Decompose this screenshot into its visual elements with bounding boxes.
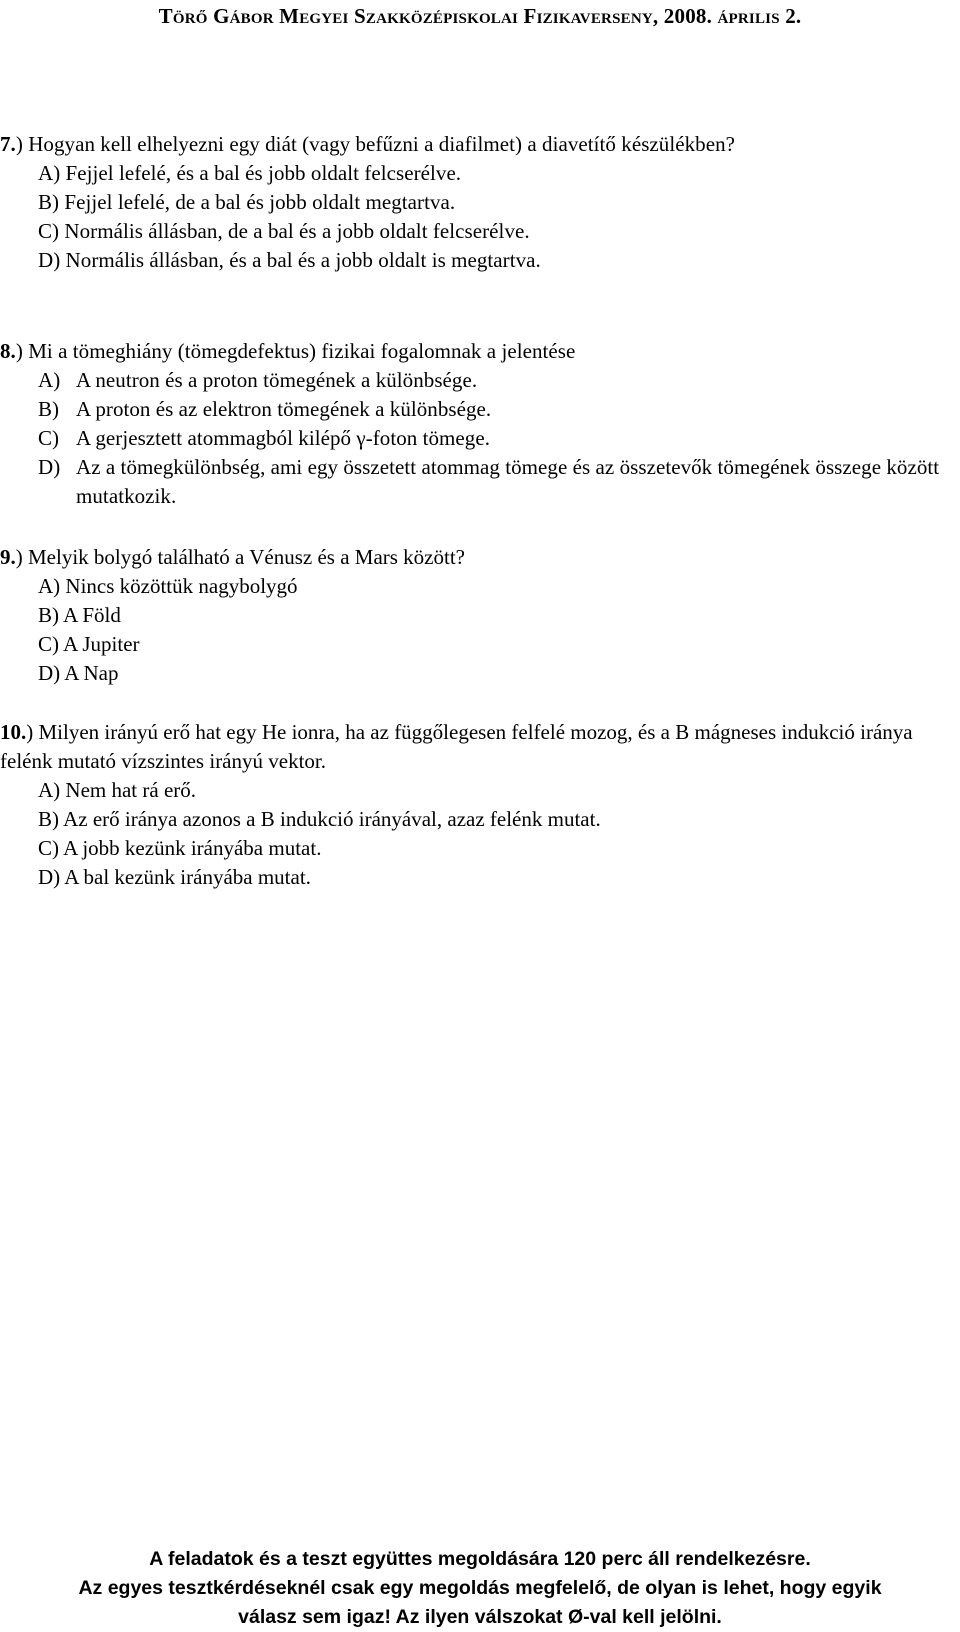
question-10-option-c: C) A jobb kezünk irányába mutat. [38,836,322,860]
question-10-number: 10. [0,720,27,744]
option-letter: A) [38,368,61,392]
question-8-number: 8. [0,339,16,363]
option-text: A gerjesztett atommagból kilépő γ-foton tömege. [76,426,491,450]
question-10-option-a: A) Nem hat rá erő. [38,778,197,802]
page-header: Törő Gábor Megyei Szakközépiskolai Fizikaverseny, 2008. április 2. [158,4,802,28]
question-9-option-a: A) Nincs közöttük nagybolygó [38,574,298,598]
question-10-option-d: D) A bal kezünk irányába mutat. [38,865,311,889]
question-7 [0,130,960,275]
question-8-text: ) Mi a tömeghiány (tömegdefektus) fizikai fogalomnak a jelentése [15,339,576,363]
option-text: A proton és az elektron tömegének a különbsége. [76,397,492,421]
question-7-option-c: C) Normális állásban, de a bal és a jobb oldalt felcserélve. [38,219,530,243]
question-8-stem [0,337,960,366]
footer-line-2: Az egyes tesztkérdéseknél csak egy megoldás megfelelő, de olyan is lehet, hogy egyik [78,1577,882,1599]
question-9-stem [0,543,960,572]
question-9-option-b: B) A Föld [38,603,121,627]
question-7-stem [0,130,960,159]
question-9-option-d: D) A Nap [38,661,119,685]
option-letter: B) [38,397,60,421]
option-letter: C) [38,426,60,450]
question-7-option-b: B) Fejjel lefelé, de a bal és jobb oldalt megtartva. [38,190,456,214]
question-7-option-d: D) Normális állásban, és a bal és a jobb oldalt is megtartva. [38,248,541,272]
question-9 [0,543,960,688]
question-8-option-c [0,424,960,453]
question-9-number: 9. [0,545,16,569]
question-10 [0,718,960,892]
question-10-stem [0,718,960,776]
question-7-number: 7. [0,132,16,156]
question-9-option-c: C) A Jupiter [38,632,140,656]
question-7-option-a: A) Fejjel lefelé, és a bal és jobb oldalt felcserélve. [38,161,462,185]
question-8 [0,337,960,511]
instructions-footer [0,1545,960,1632]
question-9-text: ) Melyik bolygó található a Vénusz és a Mars között? [15,545,465,569]
question-10-text: ) Milyen irányú erő hat egy He ionra, ha az függőlegesen felfelé mozog, és a B mágneses indukció iránya felénk mutató vízszintes irányú vektor. [0,720,913,773]
footer-line-1: A feladatok és a teszt együttes megoldására 120 perc áll rendelkezésre. [149,1548,811,1570]
question-7-text: ) Hogyan kell elhelyezni egy diát (vagy befűzni a diafilmet) a diavetítő készülékben? [15,132,735,156]
option-text: A neutron és a proton tömegének a különbsége. [76,368,478,392]
option-text: Az a tömegkülönbség, ami egy összetett atommag tömege és az összetevők tömegének összege között mutatkozik. [76,455,940,508]
question-8-option-a [0,366,960,395]
footer-line-3: válasz sem igaz! Az ilyen válszokat Ø-val kell jelölni. [238,1606,722,1628]
question-8-option-b [0,395,960,424]
question-10-option-b: B) Az erő iránya azonos a B indukció irányával, azaz felénk mutat. [38,807,601,831]
question-8-option-d [0,453,960,511]
option-letter: D) [38,455,61,479]
